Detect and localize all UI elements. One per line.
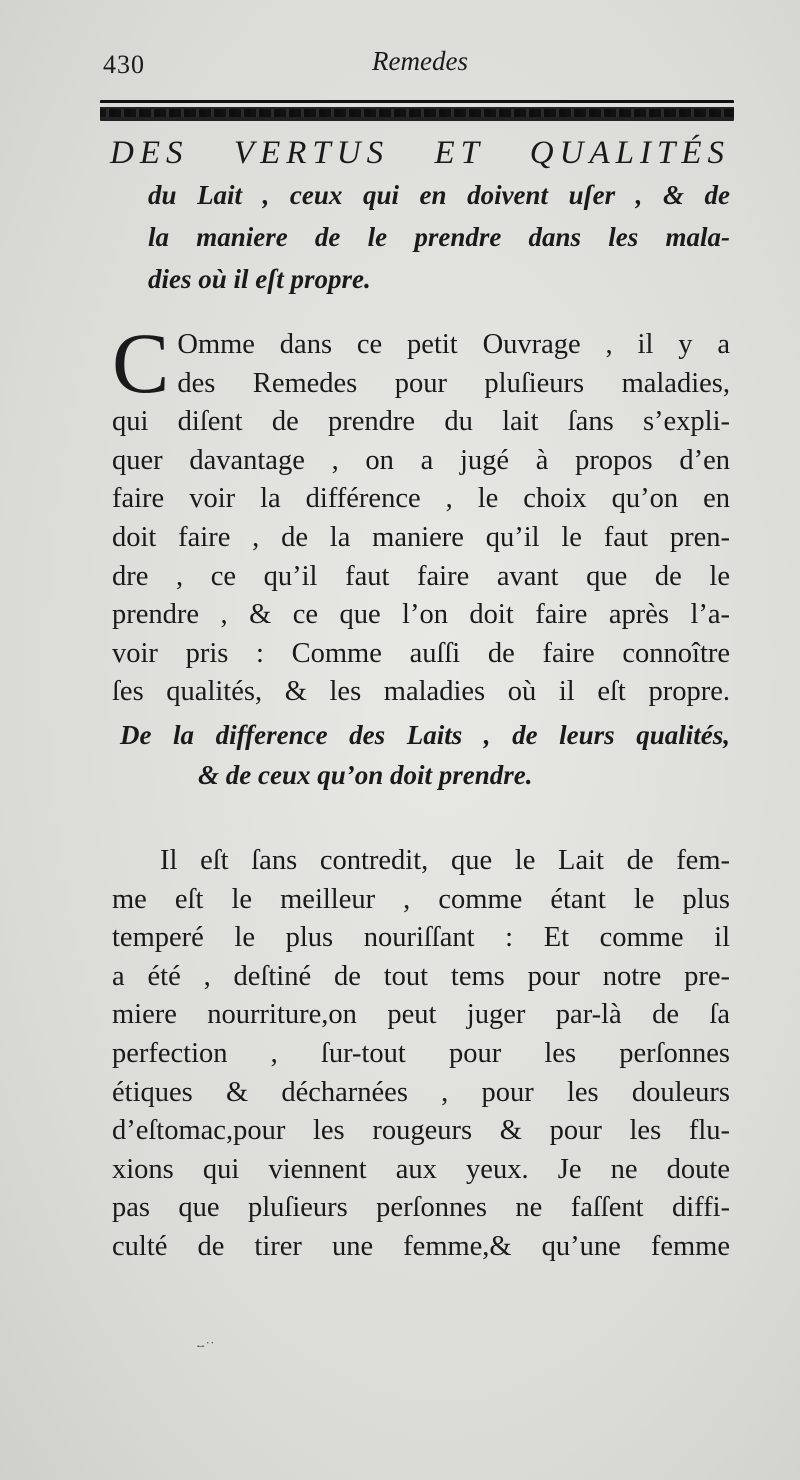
section-subheading	[120, 715, 730, 795]
paragraph-body	[112, 842, 730, 1267]
text-line: ſes qualités, & les maladies où il eſt propre.	[112, 676, 730, 708]
subheading-line: De la difference des Laits , de leurs qualités,	[120, 720, 730, 750]
text-line: voir pris : Comme auſſi de faire connoître	[112, 637, 730, 669]
text-line: prendre , & ce que l’on doit faire après l’a-	[112, 599, 730, 631]
chapter-title-line: DES VERTUS ET QUALITÉS	[110, 135, 730, 171]
text-line: miere nourriture,on peut juger par-là de ſa	[112, 999, 730, 1031]
text-line: qui diſent de prendre du lait ſans s’expli-	[112, 406, 730, 438]
chapter-title-line: la maniere de le prendre dans les mala-	[148, 222, 730, 252]
text-line: me eſt le meilleur , comme étant le plus	[112, 883, 730, 915]
text-line: des Remedes pour pluſieurs maladies,	[177, 367, 730, 399]
text-line: a été , deſtiné de tout tems pour notre pre-	[112, 960, 730, 992]
text-line: pas que pluſieurs perſonnes ne faſſent diffi-	[112, 1192, 730, 1224]
chapter-title-line: dies où il eſt propre.	[148, 264, 371, 294]
text-line: dre , ce qu’il faut faire avant que de le	[112, 560, 730, 592]
text-line: étiques & décharnées , pour les douleurs	[112, 1076, 730, 1108]
printer-mark: ·̶·˙˙	[196, 1340, 215, 1355]
ornamental-rule	[100, 100, 734, 121]
text-line: perfection , ſur-tout pour les perſonnes	[112, 1037, 730, 1069]
subheading-line: & de ceux qu’on doit prendre.	[198, 760, 533, 790]
paragraph-intro	[112, 315, 730, 712]
text-line: temperé le plus nouriſſant : Et comme il	[112, 922, 730, 954]
text-line: faire voir la différence , le choix qu’on en	[112, 483, 730, 515]
page-number: 430	[103, 50, 145, 79]
text-line: quer davantage , on a jugé à propos d’en	[112, 444, 730, 476]
chapter-title-line: du Lait , ceux qui en doivent uſer , & de	[148, 180, 730, 210]
text-line: Omme dans ce petit Ouvrage , il y a	[177, 329, 730, 360]
running-title: Remedes	[372, 46, 468, 76]
text-line: doit faire , de la maniere qu’il le faut pren-	[112, 521, 730, 553]
text-line: d’eſtomac,pour les rougeurs & pour les flu-	[112, 1115, 730, 1147]
text-line: Il eſt ſans contredit, que le Lait de fem-	[160, 845, 730, 876]
text-line: xions qui viennent aux yeux. Je ne doute	[112, 1153, 730, 1185]
text-line: culté de tirer une femme,& qu’une femme	[112, 1230, 730, 1262]
chapter-title	[110, 132, 730, 300]
drop-cap: C	[112, 315, 170, 411]
